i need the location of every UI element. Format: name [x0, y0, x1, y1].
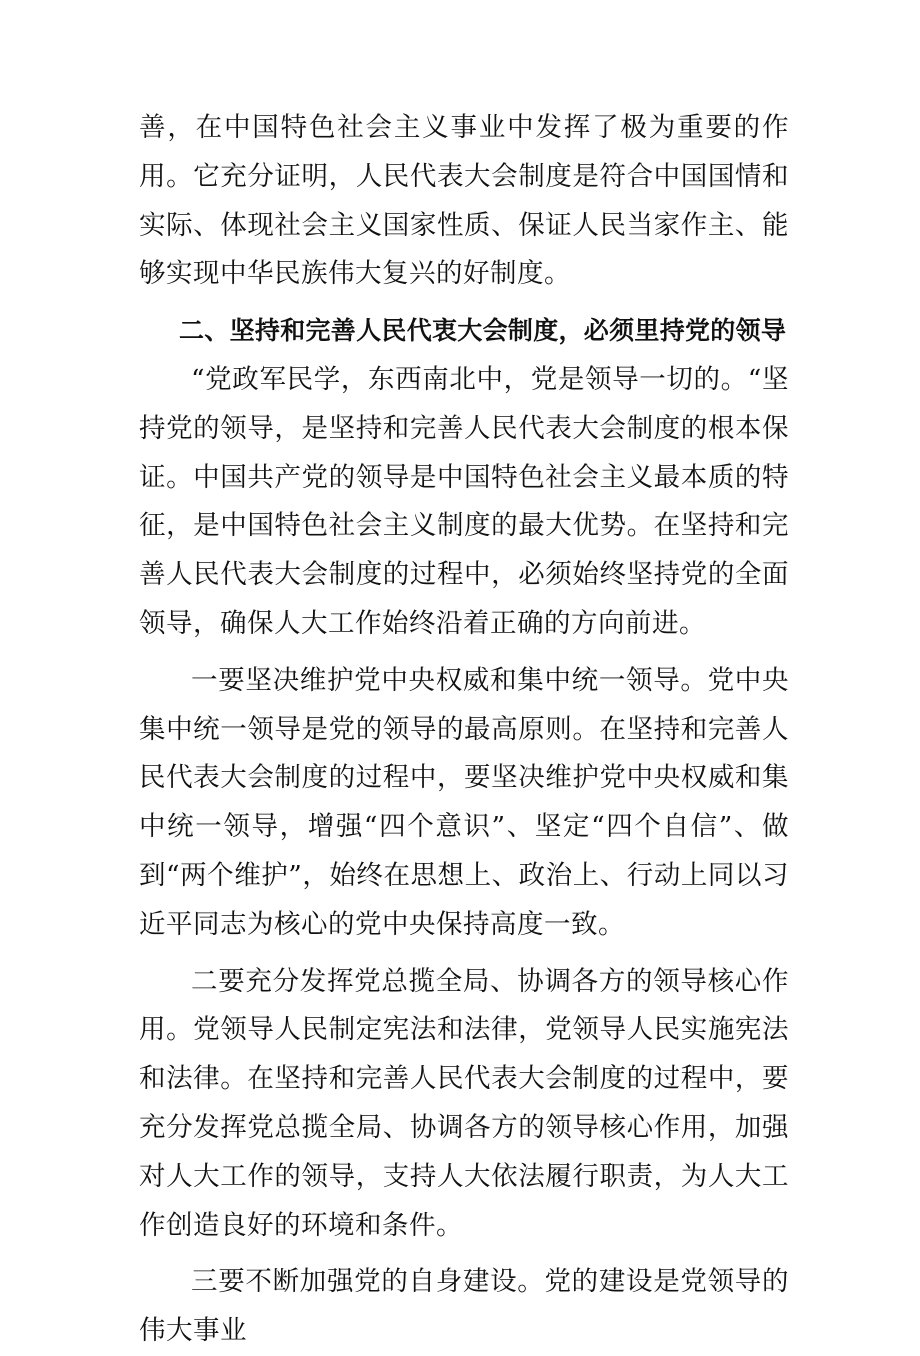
- document-body: [139, 104, 789, 1356]
- paragraph-point-one: 一要坚决维护党中央权威和集中统一领导。党中央集中统一领导是党的领导的最高原则。在坚持和完善人民代表大会制度的过程中，要坚决维护党中央权威和集中统一领导，增强“四个意识”、坚定“四个自信”、做到“两个维护”，始终在思想上、政治上、行动上同以习近平同志为核心的党中央保持高度一致。: [139, 664, 789, 940]
- paragraph-point-two: 二要充分发挥党总揽全局、协调各方的领导核心作用。党领导人民制定宪法和法律，党领导人民实施宪法和法律。在坚持和完善人民代表大会制度的过程中，要充分发挥党总揽全局、协调各方的领导核心作用，加强对人大工作的领导，支持人大依法履行职责，为人大工作创造良好的环境和条件。: [139, 965, 789, 1241]
- section-heading: 二、坚持和完善人民代衷大会制度，必须里持党的领导: [179, 316, 787, 346]
- paragraph-point-three: 三要不断加强党的自身建设。党的建设是党领导的伟大事业: [139, 1266, 789, 1347]
- paragraph-party-leadership: “党政军民学，东西南北中，党是领导一切的。“坚持党的领导，是坚持和完善人民代表大会制度的根本保证。中国共产党的领导是中国特色社会主义最本质的特征，是中国特色社会主义制度的最大优势。在坚持和完善人民代表大会制度的过程中，必须始终坚持党的全面领导，确保人大工作始终沿着正确的方向前进。: [139, 363, 789, 639]
- paragraph-continuation: 善，在中国特色社会主义事业中发挥了极为重要的作用。它充分证明，人民代表大会制度是符合中国国情和实际、体现社会主义国家性质、保证人民当家作主、能够实现中华民族伟大复兴的好制度。: [139, 112, 789, 290]
